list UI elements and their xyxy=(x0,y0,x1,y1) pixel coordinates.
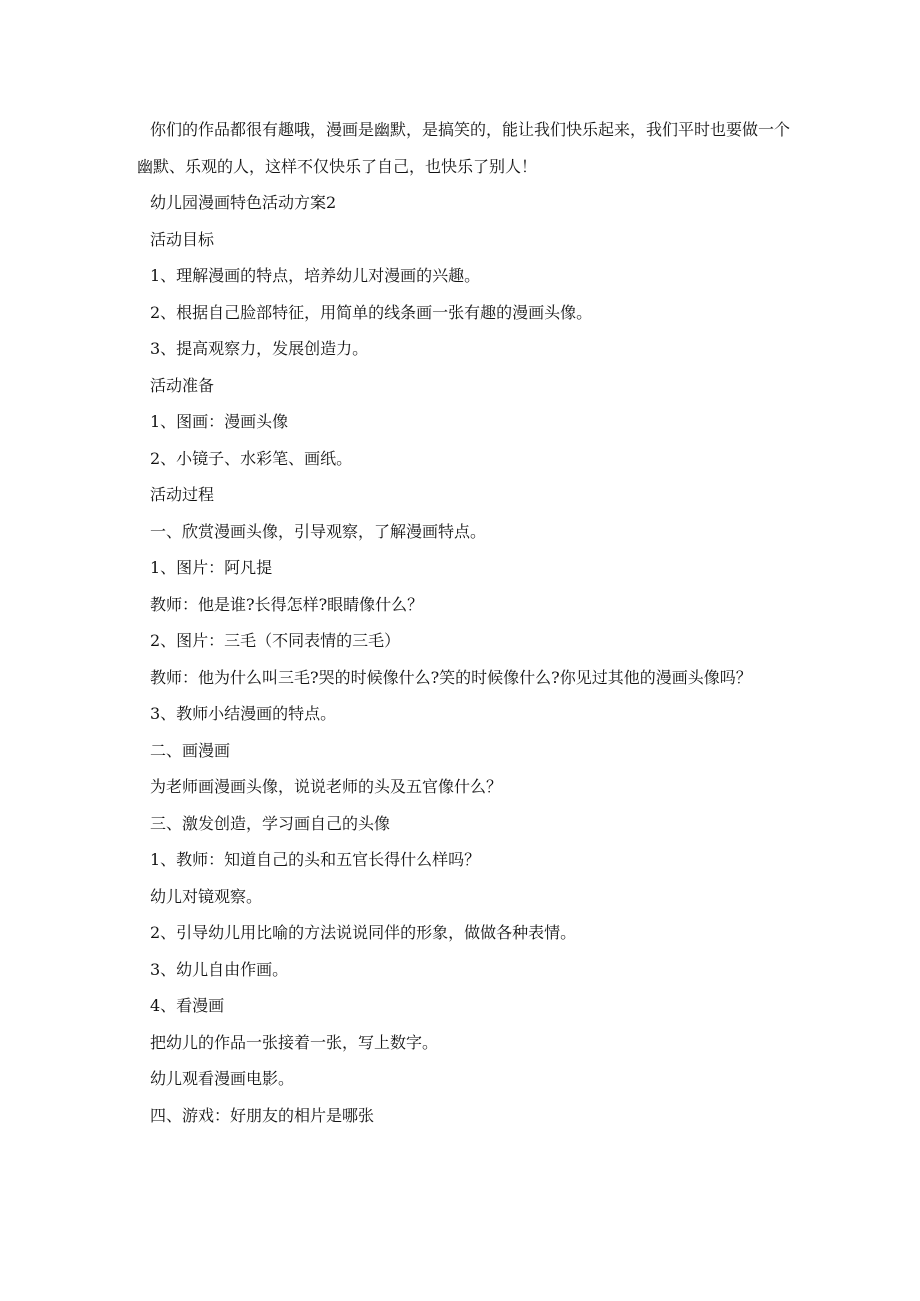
process-step: 四、游戏：好朋友的相片是哪张 xyxy=(150,1105,375,1125)
process-item: 1、教师：知道自己的头和五官长得什么样吗？ xyxy=(150,850,481,869)
document-body xyxy=(137,112,791,1134)
paragraph-intro: 你们的作品都很有趣哦，漫画是幽默，是搞笑的，能让我们快乐起来，我们平时也要做一个幽默、乐观的人，这样不仅快乐了自己，也快乐了别人！ xyxy=(137,120,791,176)
process-text: 把幼儿的作品一张接着一张，写上数字。 xyxy=(150,1032,439,1052)
teacher-line: 教师：他为什么叫三毛?哭的时候像什么?笑的时候像什么?你见过其他的漫画头像吗？ xyxy=(150,667,752,687)
process-step: 三、激发创造，学习画自己的头像 xyxy=(150,813,391,833)
goal-item: 1、理解漫画的特点，培养幼儿对漫画的兴趣。 xyxy=(150,266,481,285)
process-step: 二、画漫画 xyxy=(150,740,231,760)
process-step: 一、欣赏漫画头像，引导观察，了解漫画特点。 xyxy=(150,521,487,541)
process-item: 2、引导幼儿用比喻的方法说说同伴的形象，做做各种表情。 xyxy=(150,923,577,942)
heading-process: 活动过程 xyxy=(150,485,215,504)
process-text: 幼儿观看漫画电影。 xyxy=(150,1069,295,1088)
process-item: 1、图片：阿凡提 xyxy=(150,558,273,577)
heading-goals: 活动目标 xyxy=(150,229,215,249)
heading-preparation: 活动准备 xyxy=(150,375,215,395)
process-item: 3、幼儿自由作画。 xyxy=(150,959,289,979)
process-text: 为老师画漫画头像，说说老师的头及五官像什么？ xyxy=(150,777,503,796)
process-item: 3、教师小结漫画的特点。 xyxy=(150,704,337,723)
teacher-line: 教师：他是谁?长得怎样?眼睛像什么？ xyxy=(150,594,424,614)
goal-item: 2、根据自己脸部特征，用简单的线条画一张有趣的漫画头像。 xyxy=(150,302,593,322)
goal-item: 3、提高观察力，发展创造力。 xyxy=(150,339,369,358)
paragraph-title: 幼儿园漫画特色活动方案2 xyxy=(150,193,337,212)
process-text: 幼儿对镜观察。 xyxy=(150,886,263,906)
process-item: 4、看漫画 xyxy=(150,996,225,1015)
preparation-item: 1、图画：漫画头像 xyxy=(150,412,289,431)
process-item: 2、图片：三毛（不同表情的三毛） xyxy=(150,631,401,650)
preparation-item: 2、小镜子、水彩笔、画纸。 xyxy=(150,448,353,468)
